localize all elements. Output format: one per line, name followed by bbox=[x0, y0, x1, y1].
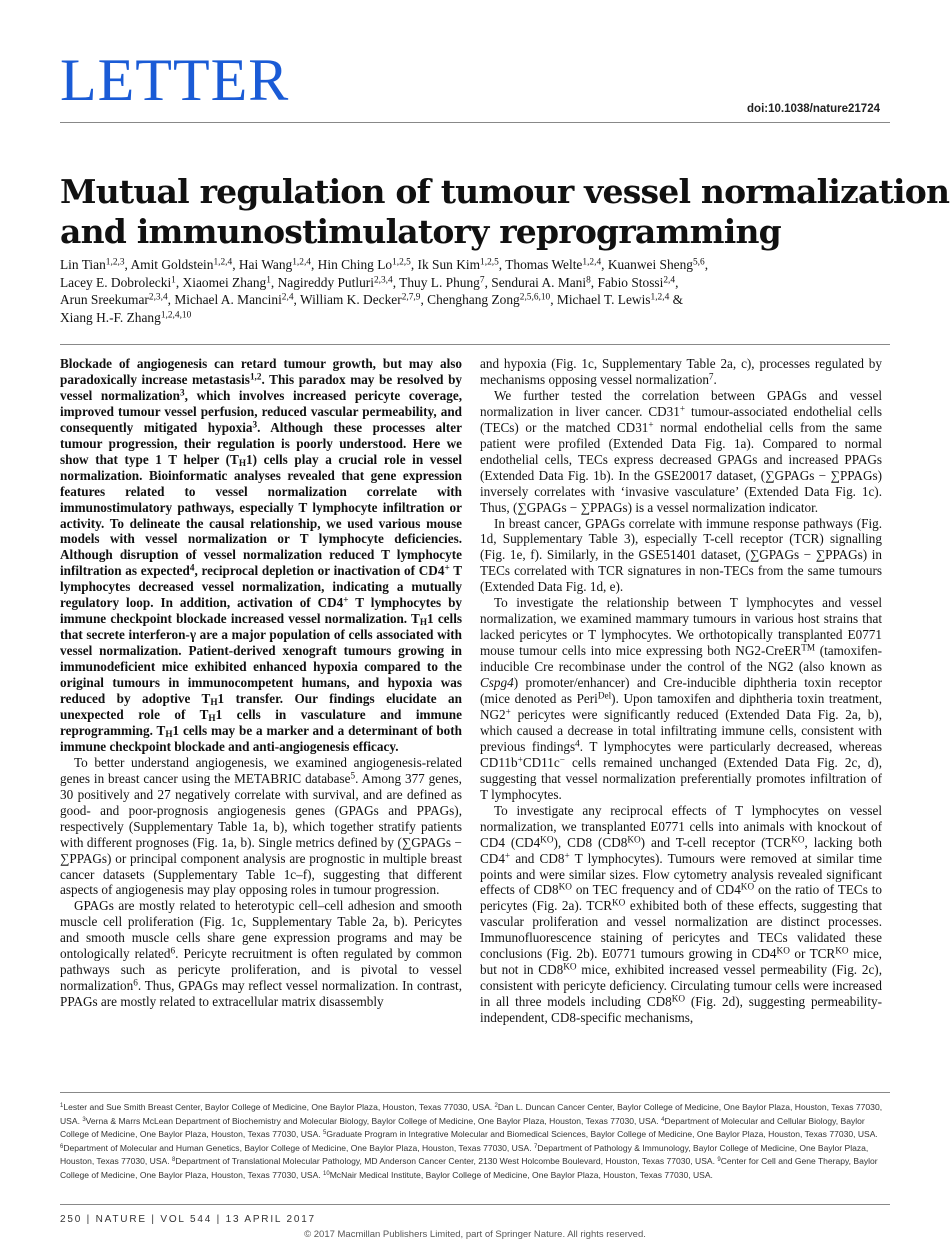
journal-section-label: LETTER bbox=[60, 47, 290, 113]
author-list: Lin Tian$^{1,2,3}$, Amit Goldstein$^{1,2,4}$, Hai Wang$^{1,2,4}$, Hin Ching Lo$^{1,2,5}$, Ik Sun Kim$^{1,2,5}$, Thomas Welte$^{1,2,4}$, Kuanwei Sheng$^{5,6}$, Lacey E. Dobrolecki$^1$, Xiaomei Zhang$^1$, Nagireddy Putluri$^{2,3,4}$, Thuy L. Phung$^7$, Sendurai A. Mani$^8$, Fabio Stossi$^{2,4}$, Arun Sreekumar$^{2,3,4}$, Michael A. Mancini$^{2,4}$, William K. Decker$^{2,7,9}$, Chenghang Zong$^{2,5,6,10}$, Michael T. Lewis$^{1,2,4}$ & Xiang H.-F. Zhang$^{1,2,4,10}$ bbox=[60, 257, 709, 325]
body-paragraph: To better understand angiogenesis, we examined angiogenesis-related genes in breast cancer using the METABRIC database$^5$. Among 377 genes, 30 positively and 27 negatively correlate with survival, and are defined as good- and poor-prognosis angiogenesis genes (GPAGs and PPAGs), respectively (Supplementary Table 1a, b), which together stratify patients with different prognoses (Fig. 1a, b). Single metrics defined by (∑GPAGs − ∑PPAGs) or principal component analysis are prognostic in multiple breast cancer datasets (Supplementary Table 1c–f), suggesting that different aspects of angiogenesis may play opposing roles in tumour progression. bbox=[60, 754, 462, 898]
body-paragraph: In breast cancer, GPAGs correlate with immune response pathways (Fig. 1d, Supplementary Table 3), especially T-cell receptor (TCR) signalling (Fig. 1e, f). Similarly, in the GSE51401 dataset, (∑GPAGs − ∑PPAGs) in TECs correlated with TCR signatures in non-TECs from the same tumours (Extended Data Fig. 1d, e). bbox=[480, 515, 882, 595]
body-paragraph: We further tested the correlation between GPAGs and vessel normalization in liver cancer. CD31+ tumour-associated endothelial cells (TECs) or the matched CD31+ normal endothelial cells from the same patient were profiled (Extended Data Fig. 1a). Compared to normal endothelial cells, TECs express decreased GPAGs and increased PPAGs (Extended Data Fig. 1b). In the GSE20017 dataset, (∑GPAGs − ∑PPAGs) inversely correlates with ‘invasive vasculature’ (Extended Data Fig. 1c). Thus, (∑GPAGs − ∑PPAGs) is a vessel normalization indicator. bbox=[480, 387, 883, 515]
body-paragraph: To investigate any reciprocal effects of T lymphocytes on vessel normalization, we transplanted E0771 cells into animals with knockout of CD4 $(CD4^{KO})$, CD8 $(CD8^{KO})$ and T-cell receptor ($TCR^{KO}$, lacking both CD4+ and CD8+ T lymphocytes). Tumours were removed at similar time points and were similar sizes. Flow cytometry analysis revealed significant effects of $CD8^{KO}$ on TEC frequency and of $CD4^{KO}$ on the ratio of TECs to pericytes (Fig. 2a). $TCR^{KO}$ exhibited both of these effects, suggesting that vascular proliferation and vessel normalization are distinct processes. Immunofluorescence staining of pericytes and TECs validated these conclusions (Fig. 2b). E0771 tumours growing in $CD4^{KO}$ or $TCR^{KO}$ mice, but not in $CD8^{KO}$ mice, exhibited increased vessel permeability (Fig. 2c), consistent with pericyte deficiency. Circulating tumour cells were increased in all three models including $CD8^{KO}$ (Fig. 2d), suggesting permeability-independent, CD8-specific mechanisms, bbox=[480, 802, 882, 1026]
title-line-1: Mutual regulation of tumour vessel normalization bbox=[60, 172, 950, 211]
article-title bbox=[60, 172, 950, 252]
bottom-rule bbox=[60, 1204, 890, 1205]
body-paragraph: and hypoxia (Fig. 1c, Supplementary Table 2a, c), processes regulated by mechanisms opposing vessel normalization$^7$. bbox=[480, 356, 882, 387]
page-folio: 250 | NATURE | VOL 544 | 13 APRIL 2017 bbox=[60, 1214, 316, 1225]
doi-link[interactable]: doi:10.1038/nature21724 bbox=[747, 103, 880, 115]
affiliations-footnote: $^1$Lester and Sue Smith Breast Center, Baylor College of Medicine, One Baylor Plaza, Houston, Texas 77030, USA. $^2$Dan L. Duncan Cancer Center, Baylor College of Medicine, One Baylor Plaza, Houston, Texas 77030, USA. $^3$Verna & Marrs McLean Department of Biochemistry and Molecular Biology, Baylor College of Medicine, One Baylor Plaza, Houston, Texas 77030, USA. $^4$Department of Molecular and Cellular Biology, Baylor College of Medicine, One Baylor Plaza, Houston, Texas 77030, USA. $^5$Graduate Program in Integrative Molecular and Biomedical Sciences, Baylor College of Medicine, One Baylor Plaza, Houston, Texas 77030, USA. $^6$Department of Molecular and Human Genetics, Baylor College of Medicine, One Baylor Plaza, Houston, Texas 77030, USA. $^7$Department of Pathology & Immunology, Baylor College of Medicine, One Baylor Plaza, Houston, Texas 77030, USA. $^8$Department of Translational Molecular Pathology, MD Anderson Cancer Center, 2130 West Holcombe Boulevard, Houston, Texas 77030, USA. $^9$Center for Cell and Gene Therapy, Baylor College of Medicine, One Baylor Plaza, Houston, Texas 77030, USA. $^{10}$McNair Medical Institute, Baylor College of Medicine, One Baylor Plaza, Houston, Texas 77030, USA. bbox=[60, 1102, 883, 1180]
body-column-right bbox=[480, 356, 882, 1026]
body-paragraph: GPAGs are mostly related to heterotypic cell–cell adhesion and smooth muscle cell proliferation (Fig. 1c, Supplementary Table 2a, b). Pericytes and smooth muscle cells share gene expression programs and may be ontologically related$^6$. Pericyte recruitment is often regulated by common pathways such as pericyte proliferation, and is pivotal to vessel normalization$^6$. Thus, GPAGs may reflect vessel normalization. In contrast, PPAGs are mostly related to extracellular matrix disassembly bbox=[60, 898, 463, 1010]
authors-rule bbox=[60, 344, 890, 345]
footnote-rule bbox=[60, 1092, 890, 1093]
header-rule bbox=[60, 122, 890, 123]
body-paragraph: To investigate the relationship between T lymphocytes and vessel normalization, we examined mammary tumours in various host strains that lacked pericytes or T lymphocytes. We orthotopically transplanted E0771 mouse tumour cells into mice expressing both NG2-CreER™ (tamoxifen-inducible Cre recombinase under the control of the NG2 (also known as Cspg4) promoter/enhancer) and Cre-inducible diphtheria toxin receptor (mice denoted as Peri$^{Del}$). Upon tamoxifen and diphtheria toxin treatment, NG2+ pericytes were significantly reduced (Extended Data Fig. 2a, b), which caused a decrease in total infiltrating immune cells, consistent with previous findings$^4$. T lymphocytes were particularly decreased, whereas CD11b+CD11c− cells remained unchanged (Extended Data Fig. 2c, d), suggesting that vessel normalization preferentially promotes infiltration of T lymphocytes. bbox=[480, 595, 883, 802]
body-column-left bbox=[60, 356, 462, 1010]
abstract: Blockade of angiogenesis can retard tumour growth, but may also paradoxically increase metastasis$^{1,2}$. This paradox may be resolved by vessel normalization$^3$, which involves increased pericyte coverage, improved tumour vessel perfusion, reduced vascular permeability, and consequently mitigated hypoxia$^3$. Although these processes alter tumour progression, their regulation is poorly understood. Here we show that type 1 T helper $(T_H1)$ cells play a crucial role in vessel normalization. Bioinformatic analyses revealed that gene expression features related to vessel normalization correlate with immunostimulatory pathways, especially T lymphocyte infiltration or activity. To delineate the causal relationship, we used various mouse models with vessel normalization or T lymphocyte deficiencies. Although disruption of vessel normalization reduced T lymphocyte infiltration as expected$^4$, reciprocal depletion or inactivation of CD4+ T lymphocytes decreased vessel normalization, indicating a mutually regulatory loop. In addition, activation of CD4+ T lymphocytes by immune checkpoint blockade increased vessel normalization. $T_H1$ cells that secrete interferon-γ are a major population of cells associated with vessel normalization. Patient-derived xenograft tumours growing in immunodeficient mice exhibited enhanced hypoxia compared to the original tumours in immunocompetent humans, and hypoxia was reduced by adoptive $T_H1$ transfer. Our findings elucidate an unexpected role of $T_H1$ cells in vasculature and immune reprogramming. $T_H1$ cells may be a marker and a determinant of both immune checkpoint blockade and anti-angiogenesis efficacy. bbox=[60, 356, 463, 754]
copyright-notice: © 2017 Macmillan Publishers Limited, part of Springer Nature. All rights reserved. bbox=[304, 1229, 646, 1240]
title-line-2: and immunostimulatory reprogramming bbox=[60, 212, 781, 251]
